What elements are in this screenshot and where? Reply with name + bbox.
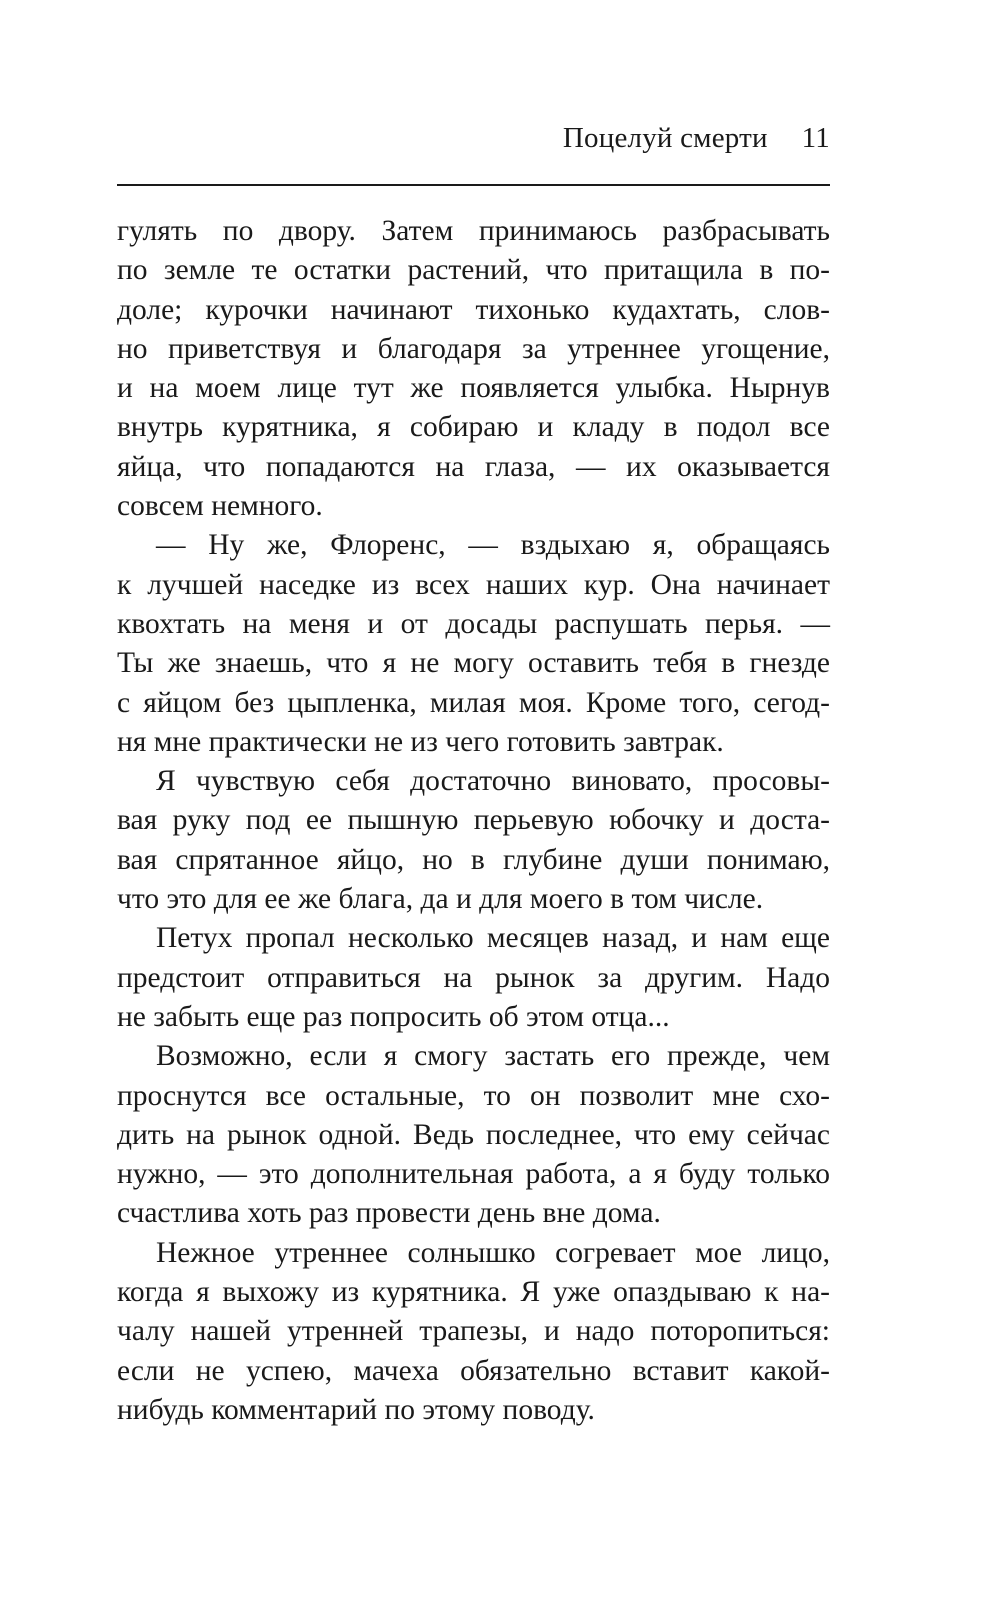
text-line: но приветствуя и благодаря за утреннее угощение, xyxy=(117,332,830,365)
text-line: Петух пропал несколько месяцев назад, и нам еще xyxy=(156,922,830,955)
text-line: доле; курочки начинают тихонько кудахтать, слов- xyxy=(117,293,830,326)
text-line: проснутся все остальные, то он позволит мне схо- xyxy=(117,1079,830,1112)
text-line: с яйцом без цыпленка, милая моя. Кроме того, сегод- xyxy=(117,686,830,719)
text-line: и на моем лице тут же появляется улыбка. Нырнув xyxy=(117,372,830,405)
running-head xyxy=(117,118,830,158)
text-line: по земле те остатки растений, что притащила в по- xyxy=(117,254,830,287)
text-line: Ты же знаешь, что я не могу оставить тебя в гнезде xyxy=(117,647,830,680)
text-line: гулять по двору. Затем принимаюсь разбрасывать xyxy=(117,215,830,247)
text-line: внутрь курятника, я собираю и кладу в подол все xyxy=(117,411,830,444)
text-line: не забыть еще раз попросить об этом отца... xyxy=(117,1000,670,1033)
text-line: — Ну же, Флоренс, — вздыхаю я, обращаясь xyxy=(156,529,830,562)
text-line: ня мне практически не из чего готовить завтрак. xyxy=(117,725,724,758)
text-line: яйца, что попадаются на глаза, — их оказывается xyxy=(117,450,830,483)
text-line: Я чувствую себя достаточно виновато, просовы- xyxy=(156,765,830,798)
text-line: квохтать на меня и от досады распушать перья. — xyxy=(117,607,830,640)
header-rule xyxy=(117,184,830,186)
text-line: вая руку под ее пышную перьевую юбочку и доста- xyxy=(117,804,830,837)
text-line: вая спрятанное яйцо, но в глубине души понимаю, xyxy=(117,843,830,876)
page-number: 11 xyxy=(801,122,830,154)
text-line: что это для ее же блага, да и для моего в том числе. xyxy=(117,883,764,916)
text-line: к лучшей наседке из всех наших кур. Она начинает xyxy=(117,568,830,601)
body-text xyxy=(117,212,830,1430)
text-line: Нежное утреннее солнышко согревает мое лицо, xyxy=(156,1236,830,1269)
text-line: нужно, — это дополнительная работа, а я буду только xyxy=(117,1158,830,1191)
text-line: чалу нашей утренней трапезы, и надо поторопиться: xyxy=(117,1315,830,1348)
text-line: если не успею, мачеха обязательно вставит какой- xyxy=(117,1354,830,1387)
text-line: Возможно, если я смогу застать его прежде, чем xyxy=(156,1040,830,1073)
book-title: Поцелуй смерти xyxy=(562,122,768,154)
text-line: дить на рынок одной. Ведь последнее, что ему сейчас xyxy=(117,1118,830,1151)
text-line: когда я выхожу из курятника. Я уже опаздываю к на- xyxy=(117,1276,830,1309)
text-line: предстоит отправиться на рынок за другим. Надо xyxy=(117,961,830,994)
text-line: совсем немного. xyxy=(117,490,323,523)
text-line: нибудь комментарий по этому поводу. xyxy=(117,1393,595,1426)
text-line: счастлива хоть раз провести день вне дома. xyxy=(117,1197,661,1230)
